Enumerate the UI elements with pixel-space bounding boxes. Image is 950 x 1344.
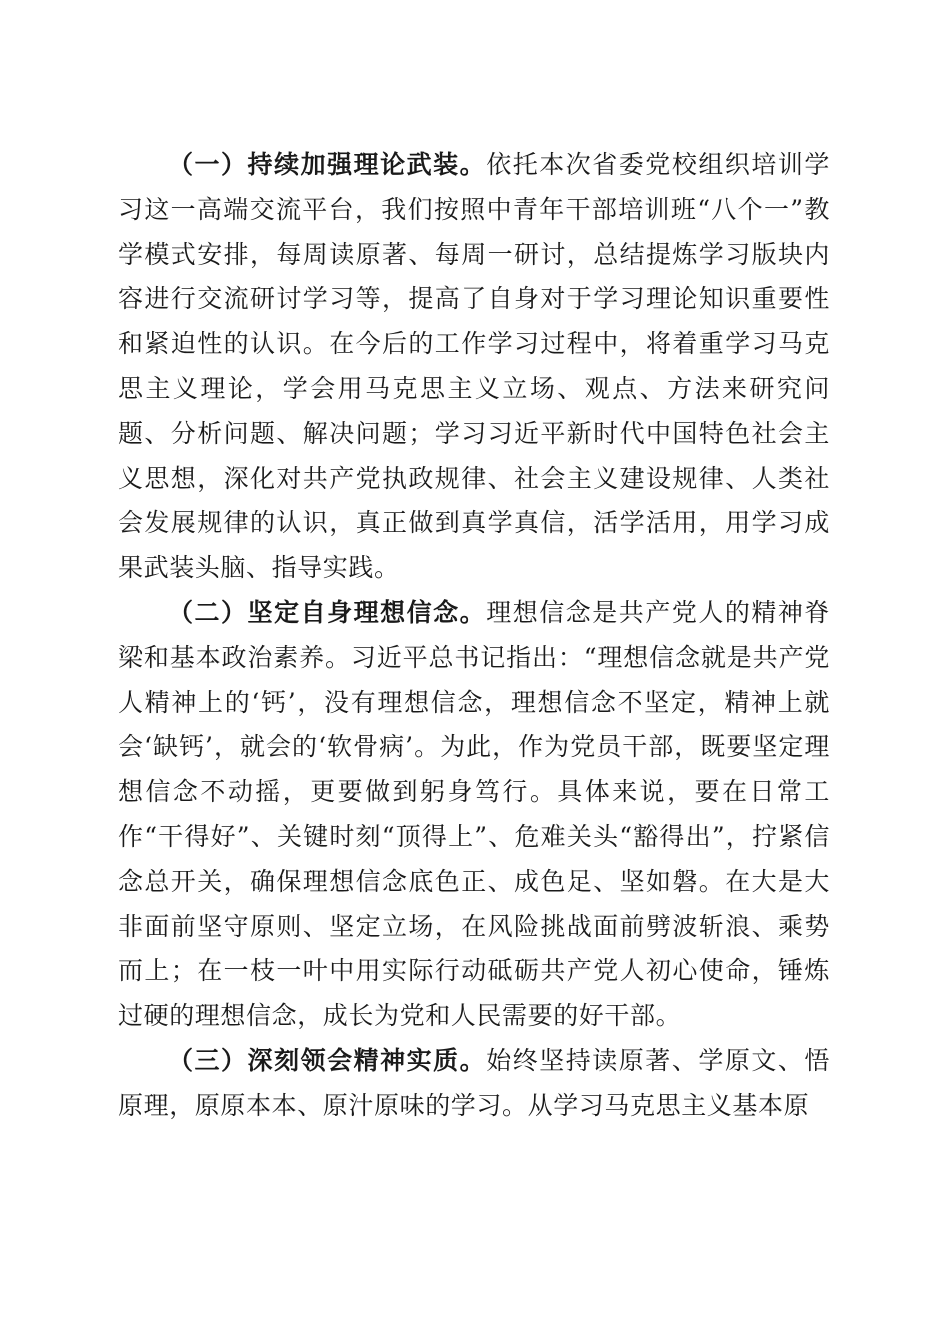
paragraph-theory-armament: [118, 143, 830, 591]
paragraph-text: 始终坚持读原著、学原文、悟原理，原原本本、原汁原味的学习。从学习马克思主义基本原: [118, 1045, 830, 1120]
paragraph-text: 理想信念是共产党人的精神脊梁和基本政治素养。习近平总书记指出：“理想信念就是共产党人精神上的‘钙’，没有理想信念，理想信念不坚定，精神上就会‘缺钙’，就会的‘软骨病’。为此，作为党员干部，既要坚定理想信念不动摇，更要做到躬身笃行。具体来说，要在日常工作“干得好”、关键时刻“顶得上”、危难关头“豁得出”，拧紧信念总开关，确保理想信念底色正、成色足、坚如磐。在大是大非面前坚守原则、坚定立场，在风险挑战面前劈波斩浪、乘势而上；在一枝一叶中用实际行动砥砺共产党人初心使命，锤炼过硬的理想信念，成长为党和人民需要的好干部。: [118, 597, 830, 1031]
paragraph-heading: （二）坚定自身理想信念。: [168, 597, 487, 627]
paragraph-heading: （一）持续加强理论武装。: [168, 150, 487, 179]
paragraph-ideals-beliefs: [118, 591, 830, 1039]
document-body: [118, 143, 830, 1129]
paragraph-text: 依托本次省委党校组织培训学习这一高端交流平台，我们按照中青年干部培训班“八个一”教学模式安排，每周读原著、每周一研讨，总结提炼学习版块内容进行交流研讨学习等，提高了自身对于学习理论知识重要性和紧迫性的认识。在今后的工作学习过程中，将着重学习马克思主义理论，学会用马克思主义立场、观点、方法来研究问题、分析问题、解决问题；学习习近平新时代中国特色社会主义思想，深化对共产党执政规律、社会主义建设规律、人类社会发展规律的认识，真正做到真学真信，活学活用，用学习成果武装头脑、指导实践。: [118, 150, 830, 583]
paragraph-heading: （三）深刻领会精神实质。: [168, 1045, 487, 1075]
paragraph-spirit-essence: [118, 1039, 830, 1129]
